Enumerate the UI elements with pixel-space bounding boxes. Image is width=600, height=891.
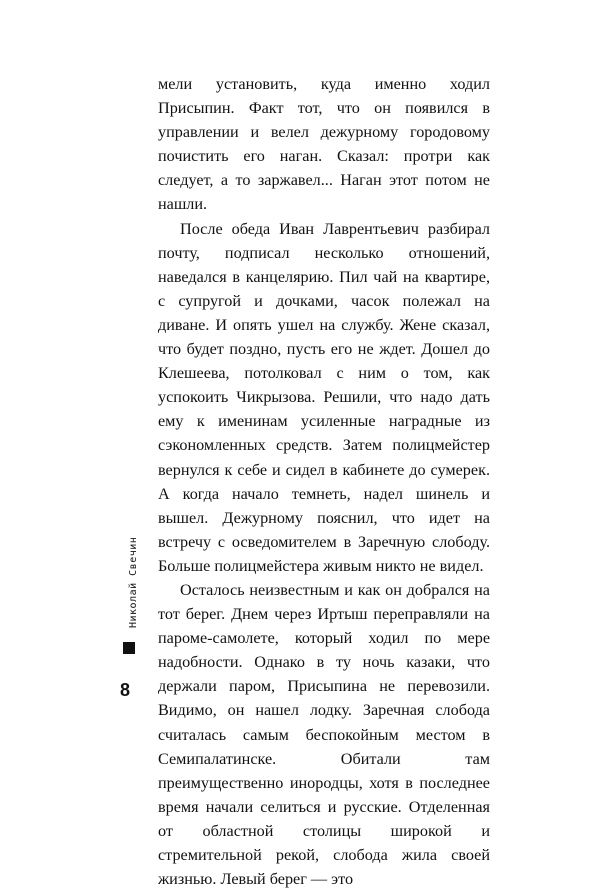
paragraph: Осталось неизвестным и как он добрался на тот берег. Днем через Иртыш переправляли на пароме-самолете, который ходил по мере надобности. Однако в ту ночь казаки, что держали паром, Присыпина не перевозили. Видимо, он нашел лодку. Заречная слобода считалась самым беспокойным местом в Семипалатинске. Обитали там преимущественно инородцы, хотя в последнее время начали селиться и русские. Отделенная от областной столицы широкой и стремительной рекой, слобода жила своей жизнью. Левый берег — это <box>158 580 490 889</box>
page-number: 8 <box>120 680 131 700</box>
author-running-head: Николай Свечин <box>128 536 139 628</box>
margin-square-marker <box>123 642 135 654</box>
paragraph-continuation: мели установить, куда именно ходил Присыпин. Факт тот, что он появился в управлении и велел дежурному городовому почистить его наган. Сказал: протри как следует, а то заржавел... Наган этот потом не нашли. <box>158 75 490 214</box>
body-text <box>158 72 490 891</box>
paragraph: После обеда Иван Лаврентьевич разбирал почту, подписал несколько отношений, наведался в канцелярию. Пил чай на квартире, с супругой и дочками, часок полежал на диване. И опять ушел на службу. Жене сказал, что будет поздно, пусть его не ждет. Дошел до Клешеева, потолковал с ним о том, как успокоить Чикрызова. Решили, что надо дать ему к именинам усиленные наградные из сэкономленных средств. Затем полицмейстер вернулся к себе и сидел в кабинете до сумерек. А когда начало темнеть, надел шинель и вышел. Дежурному пояснил, что идет на встречу с осведомителем в Заречную слободу. Больше полицмейстера живым никто не видел. <box>158 219 490 575</box>
